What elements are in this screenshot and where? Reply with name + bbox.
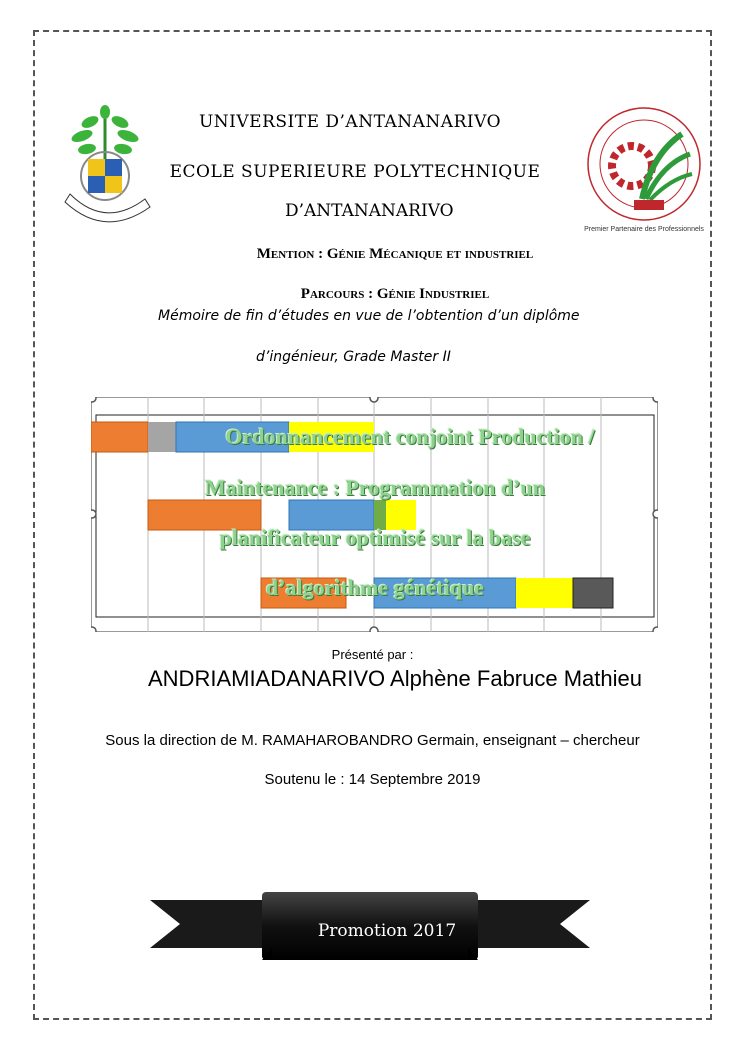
gantt-bar-orange bbox=[91, 422, 148, 452]
university-name: UNIVERSITE D’ANTANANARIVO bbox=[198, 112, 502, 132]
thesis-title-line4: d’algorithme génétique bbox=[265, 575, 485, 600]
school-name-line2: D’ANTANANARIVO bbox=[285, 201, 454, 221]
thesis-title-line1: Ordonnancement conjoint Production / bbox=[225, 424, 595, 449]
selection-handle bbox=[91, 397, 96, 402]
school-name-line1: ECOLE SUPERIEURE POLYTECHNIQUE bbox=[169, 162, 541, 182]
selection-handle bbox=[91, 627, 96, 632]
promotion-label: Promotion 2017 bbox=[317, 921, 457, 941]
thesis-title-line2: Maintenance : Programmation d’un bbox=[205, 475, 545, 500]
espa-logo bbox=[582, 104, 707, 236]
selection-handle bbox=[370, 397, 378, 402]
presented-by-label: Présenté par : bbox=[331, 647, 414, 662]
selection-handle bbox=[91, 510, 96, 518]
author-name: ANDRIAMIADANARIVO Alphène Fabruce Mathieu bbox=[148, 666, 642, 691]
espa-logo-caption: Premier Partenaire des Professionnels bbox=[584, 226, 704, 233]
memoire-line2: d’ingénieur, Grade Master II bbox=[256, 349, 451, 365]
parcours: Parcours : Génie Industriel bbox=[300, 286, 490, 302]
selection-handle bbox=[653, 627, 658, 632]
selection-handle bbox=[653, 510, 658, 518]
mention: Mention : Génie Mécanique et industriel bbox=[256, 246, 534, 262]
selection-handle bbox=[370, 627, 378, 632]
selection-handle bbox=[653, 397, 658, 402]
supervisor-line: Sous la direction de M. RAMAHAROBANDRO Germain, enseignant – chercheur bbox=[105, 732, 640, 749]
memoire-line1: Mémoire de fin d’études en vue de l’obtention d’un diplôme bbox=[158, 308, 580, 324]
defense-date: Soutenu le : 14 Septembre 2019 bbox=[264, 771, 481, 788]
thesis-title-line3: planificateur optimisé sur la base bbox=[219, 525, 531, 550]
